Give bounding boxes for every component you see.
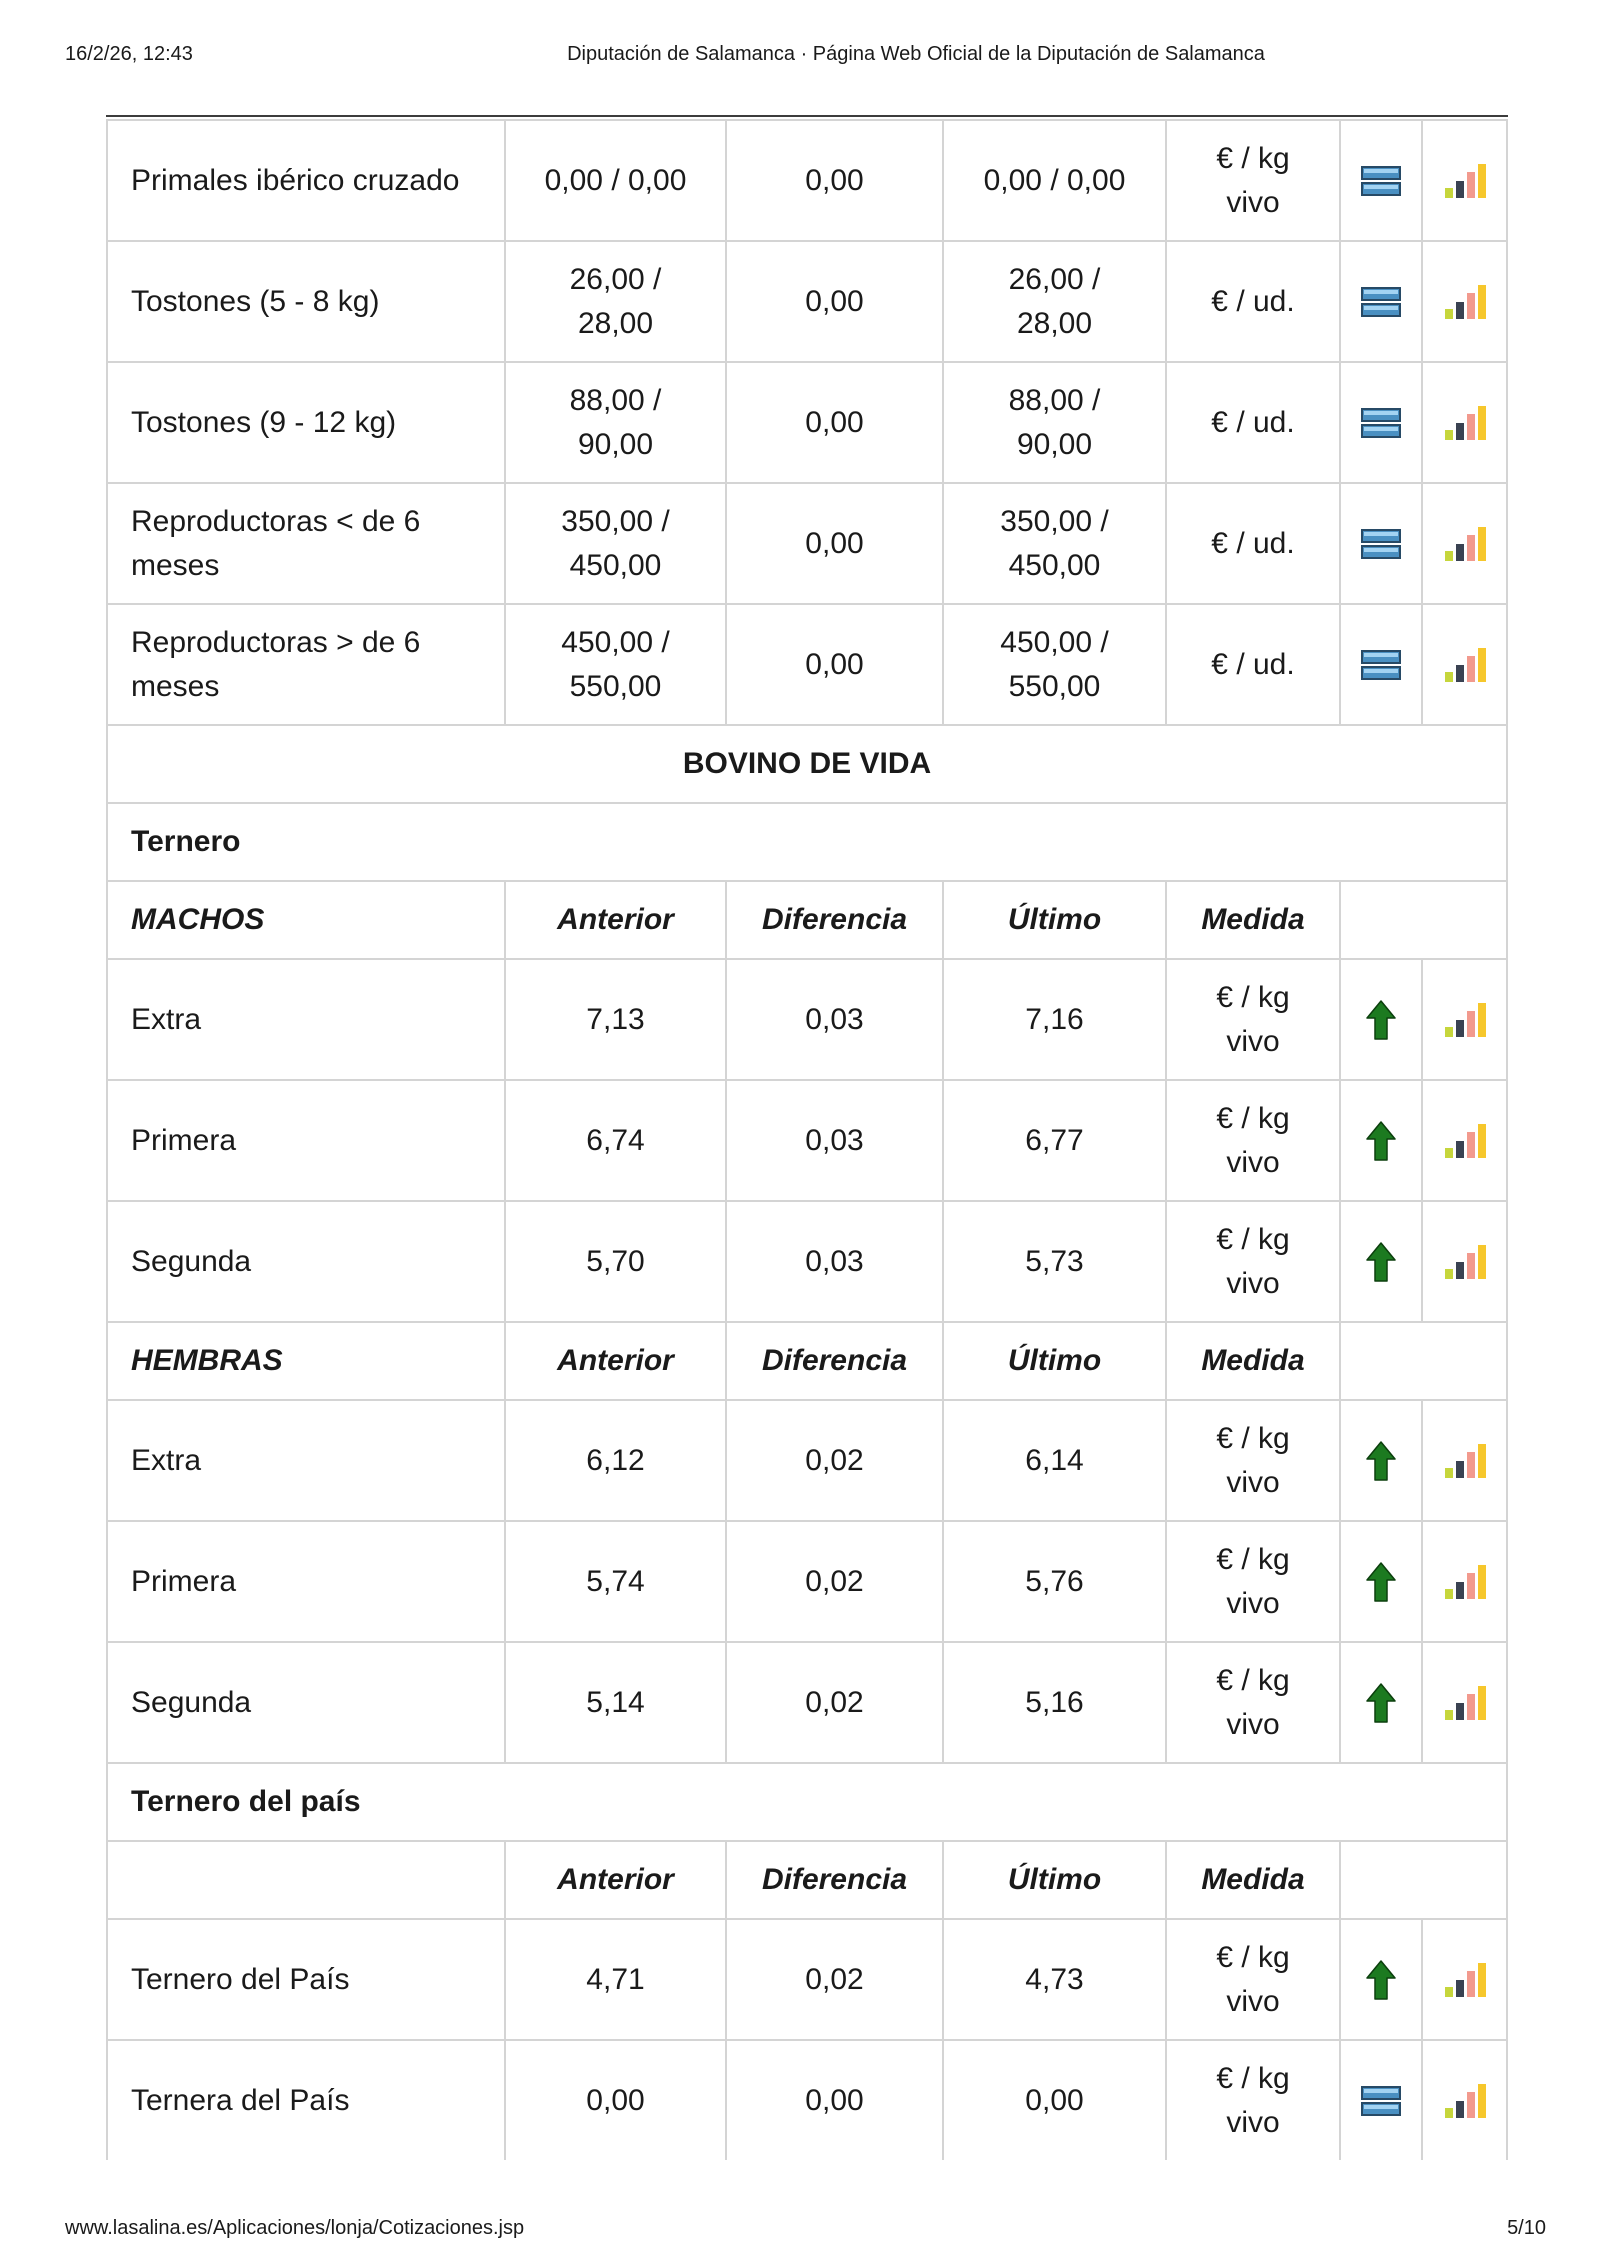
product-name: Segunda <box>108 1643 506 1764</box>
diferencia-value: 0,00 <box>727 242 944 363</box>
chart-cell <box>1423 605 1508 726</box>
diferencia-value: 0,00 <box>727 484 944 605</box>
quote-row <box>108 363 1508 484</box>
anterior-value: 0,00 <box>506 2041 727 2160</box>
bar-chart-icon[interactable] <box>1444 284 1486 320</box>
chart-cell <box>1423 2041 1508 2160</box>
section-title-row <box>108 726 1508 804</box>
product-name: Extra <box>108 1401 506 1522</box>
trend-cell <box>1341 1643 1423 1764</box>
arrow-up-icon <box>1366 1683 1396 1723</box>
ultimo-value: 0,00 / 0,00 <box>944 121 1167 242</box>
bar-chart-icon[interactable] <box>1444 2083 1486 2119</box>
icon-header-spacer <box>1341 1323 1508 1401</box>
trend-cell <box>1341 242 1423 363</box>
anterior-value: 0,00 / 0,00 <box>506 121 727 242</box>
medida-value: € / kg vivo <box>1167 1920 1341 2041</box>
quote-row <box>108 605 1508 726</box>
anterior-value: 26,00 / 28,00 <box>506 242 727 363</box>
subsection-title: Ternero <box>108 804 1508 882</box>
ultimo-value: 5,73 <box>944 1202 1167 1323</box>
subsection-title: Ternero del país <box>108 1764 1508 1842</box>
product-name: Ternera del País <box>108 2041 506 2160</box>
equal-icon <box>1361 650 1401 680</box>
medida-value: € / kg vivo <box>1167 1202 1341 1323</box>
quote-row <box>108 1401 1508 1522</box>
medida-header: Medida <box>1167 1842 1341 1920</box>
trend-cell <box>1341 484 1423 605</box>
ultimo-value: 88,00 / 90,00 <box>944 363 1167 484</box>
print-footer-url: www.lasalina.es/Aplicaciones/lonja/Cotizaciones.jsp <box>65 2217 525 2239</box>
group-header: HEMBRAS <box>108 1323 506 1401</box>
trend-cell <box>1341 605 1423 726</box>
ultimo-value: 6,14 <box>944 1401 1167 1522</box>
quote-row <box>108 1202 1508 1323</box>
anterior-value: 7,13 <box>506 960 727 1081</box>
product-name: Tostones (5 - 8 kg) <box>108 242 506 363</box>
diferencia-value: 0,03 <box>727 960 944 1081</box>
bar-chart-icon[interactable] <box>1444 1685 1486 1721</box>
trend-cell <box>1341 1401 1423 1522</box>
group-header: MACHOS <box>108 882 506 960</box>
ultimo-value: 4,73 <box>944 1920 1167 2041</box>
chart-cell <box>1423 1401 1508 1522</box>
price-chart-link[interactable] <box>1423 163 1506 199</box>
diferencia-value: 0,00 <box>727 121 944 242</box>
diferencia-value: 0,02 <box>727 1643 944 1764</box>
trend-cell <box>1341 960 1423 1081</box>
ultimo-value: 5,76 <box>944 1522 1167 1643</box>
price-chart-link[interactable] <box>1423 1962 1506 1998</box>
price-chart-link[interactable] <box>1423 1123 1506 1159</box>
diferencia-value: 0,00 <box>727 363 944 484</box>
ultimo-value: 5,16 <box>944 1643 1167 1764</box>
chart-cell <box>1423 1522 1508 1643</box>
chart-cell <box>1423 484 1508 605</box>
price-chart-link[interactable] <box>1423 405 1506 441</box>
trend-cell <box>1341 121 1423 242</box>
bar-chart-icon[interactable] <box>1444 647 1486 683</box>
price-chart-link[interactable] <box>1423 1564 1506 1600</box>
quote-row <box>108 2041 1508 2160</box>
arrow-up-icon <box>1366 1242 1396 1282</box>
trend-cell <box>1341 1920 1423 2041</box>
ultimo-value: 350,00 / 450,00 <box>944 484 1167 605</box>
anterior-value: 5,14 <box>506 1643 727 1764</box>
medida-value: € / kg vivo <box>1167 2041 1341 2160</box>
ultimo-value: 7,16 <box>944 960 1167 1081</box>
ultimo-value: 26,00 / 28,00 <box>944 242 1167 363</box>
diferencia-header: Diferencia <box>727 1842 944 1920</box>
chart-cell <box>1423 960 1508 1081</box>
quote-row <box>108 1920 1508 2041</box>
bar-chart-icon[interactable] <box>1444 1564 1486 1600</box>
medida-value: € / kg vivo <box>1167 1081 1341 1202</box>
bar-chart-icon[interactable] <box>1444 1443 1486 1479</box>
group-header <box>108 1842 506 1920</box>
subsection-title-row <box>108 804 1508 882</box>
diferencia-header: Diferencia <box>727 1323 944 1401</box>
diferencia-value: 0,02 <box>727 1522 944 1643</box>
section-title: BOVINO DE VIDA <box>108 726 1508 804</box>
icon-header-spacer <box>1341 882 1508 960</box>
quote-row <box>108 242 1508 363</box>
bar-chart-icon[interactable] <box>1444 405 1486 441</box>
product-name: Primales ibérico cruzado <box>108 121 506 242</box>
product-name: Tostones (9 - 12 kg) <box>108 363 506 484</box>
price-chart-link[interactable] <box>1423 2083 1506 2119</box>
arrow-up-icon <box>1366 1562 1396 1602</box>
chart-cell <box>1423 242 1508 363</box>
price-chart-link[interactable] <box>1423 1685 1506 1721</box>
diferencia-value: 0,00 <box>727 605 944 726</box>
quote-row <box>108 960 1508 1081</box>
column-header-row <box>108 1842 1508 1920</box>
diferencia-value: 0,02 <box>727 1401 944 1522</box>
equal-icon <box>1361 2086 1401 2116</box>
anterior-value: 6,74 <box>506 1081 727 1202</box>
chart-cell <box>1423 363 1508 484</box>
price-chart-link[interactable] <box>1423 284 1506 320</box>
trend-cell <box>1341 363 1423 484</box>
medida-header: Medida <box>1167 1323 1341 1401</box>
medida-value: € / kg vivo <box>1167 960 1341 1081</box>
chart-cell <box>1423 1081 1508 1202</box>
ultimo-header: Último <box>944 1323 1167 1401</box>
anterior-value: 5,70 <box>506 1202 727 1323</box>
product-name: Reproductoras < de 6 meses <box>108 484 506 605</box>
equal-icon <box>1361 529 1401 559</box>
product-name: Primera <box>108 1522 506 1643</box>
quotes-table-container <box>106 119 1508 2160</box>
product-name: Reproductoras > de 6 meses <box>108 605 506 726</box>
bar-chart-icon[interactable] <box>1444 1244 1486 1280</box>
quotes-table <box>106 119 1508 2160</box>
trend-cell <box>1341 1202 1423 1323</box>
medida-value: € / kg vivo <box>1167 121 1341 242</box>
quote-row <box>108 1522 1508 1643</box>
anterior-value: 4,71 <box>506 1920 727 2041</box>
anterior-value: 88,00 / 90,00 <box>506 363 727 484</box>
ultimo-value: 0,00 <box>944 2041 1167 2160</box>
quote-row <box>108 121 1508 242</box>
ultimo-header: Último <box>944 1842 1167 1920</box>
anterior-value: 450,00 / 550,00 <box>506 605 727 726</box>
arrow-up-icon <box>1366 1960 1396 2000</box>
diferencia-value: 0,03 <box>727 1202 944 1323</box>
ultimo-value: 6,77 <box>944 1081 1167 1202</box>
quote-row <box>108 1081 1508 1202</box>
medida-value: € / kg vivo <box>1167 1522 1341 1643</box>
product-name: Ternero del País <box>108 1920 506 2041</box>
bar-chart-icon[interactable] <box>1444 1962 1486 1998</box>
equal-icon <box>1361 166 1401 196</box>
bar-chart-icon[interactable] <box>1444 1123 1486 1159</box>
quote-row <box>108 484 1508 605</box>
product-name: Primera <box>108 1081 506 1202</box>
anterior-header: Anterior <box>506 1323 727 1401</box>
price-chart-link[interactable] <box>1423 1002 1506 1038</box>
price-chart-link[interactable] <box>1423 526 1506 562</box>
medida-value: € / ud. <box>1167 242 1341 363</box>
chart-cell <box>1423 1202 1508 1323</box>
icon-header-spacer <box>1341 1842 1508 1920</box>
chart-cell <box>1423 121 1508 242</box>
medida-value: € / kg vivo <box>1167 1401 1341 1522</box>
diferencia-value: 0,00 <box>727 2041 944 2160</box>
diferencia-header: Diferencia <box>727 882 944 960</box>
medida-value: € / kg vivo <box>1167 1643 1341 1764</box>
anterior-header: Anterior <box>506 1842 727 1920</box>
equal-icon <box>1361 287 1401 317</box>
product-name: Extra <box>108 960 506 1081</box>
medida-value: € / ud. <box>1167 363 1341 484</box>
arrow-up-icon <box>1366 1441 1396 1481</box>
bar-chart-icon[interactable] <box>1444 163 1486 199</box>
chart-cell <box>1423 1643 1508 1764</box>
ultimo-header: Último <box>944 882 1167 960</box>
trend-cell <box>1341 1522 1423 1643</box>
print-page-number: 5/10 <box>1507 2217 1546 2239</box>
diferencia-value: 0,02 <box>727 1920 944 2041</box>
quotes-table-body <box>108 121 1508 2160</box>
price-chart-link[interactable] <box>1423 1244 1506 1280</box>
price-chart-link[interactable] <box>1423 1443 1506 1479</box>
bar-chart-icon[interactable] <box>1444 1002 1486 1038</box>
price-chart-link[interactable] <box>1423 647 1506 683</box>
quote-row <box>108 1643 1508 1764</box>
product-name: Segunda <box>108 1202 506 1323</box>
print-datetime: 16/2/26, 12:43 <box>65 43 193 65</box>
anterior-value: 5,74 <box>506 1522 727 1643</box>
column-header-row <box>108 1323 1508 1401</box>
bar-chart-icon[interactable] <box>1444 526 1486 562</box>
arrow-up-icon <box>1366 1000 1396 1040</box>
anterior-value: 350,00 / 450,00 <box>506 484 727 605</box>
equal-icon <box>1361 408 1401 438</box>
medida-header: Medida <box>1167 882 1341 960</box>
anterior-value: 6,12 <box>506 1401 727 1522</box>
diferencia-value: 0,03 <box>727 1081 944 1202</box>
subsection-title-row <box>108 1764 1508 1842</box>
medida-value: € / ud. <box>1167 605 1341 726</box>
print-page-title: Diputación de Salamanca · Página Web Oficial de la Diputación de Salamanca <box>567 43 1265 65</box>
column-header-row <box>108 882 1508 960</box>
chart-cell <box>1423 1920 1508 2041</box>
table-top-rule <box>106 115 1508 117</box>
trend-cell <box>1341 1081 1423 1202</box>
anterior-header: Anterior <box>506 882 727 960</box>
ultimo-value: 450,00 / 550,00 <box>944 605 1167 726</box>
trend-cell <box>1341 2041 1423 2160</box>
arrow-up-icon <box>1366 1121 1396 1161</box>
medida-value: € / ud. <box>1167 484 1341 605</box>
